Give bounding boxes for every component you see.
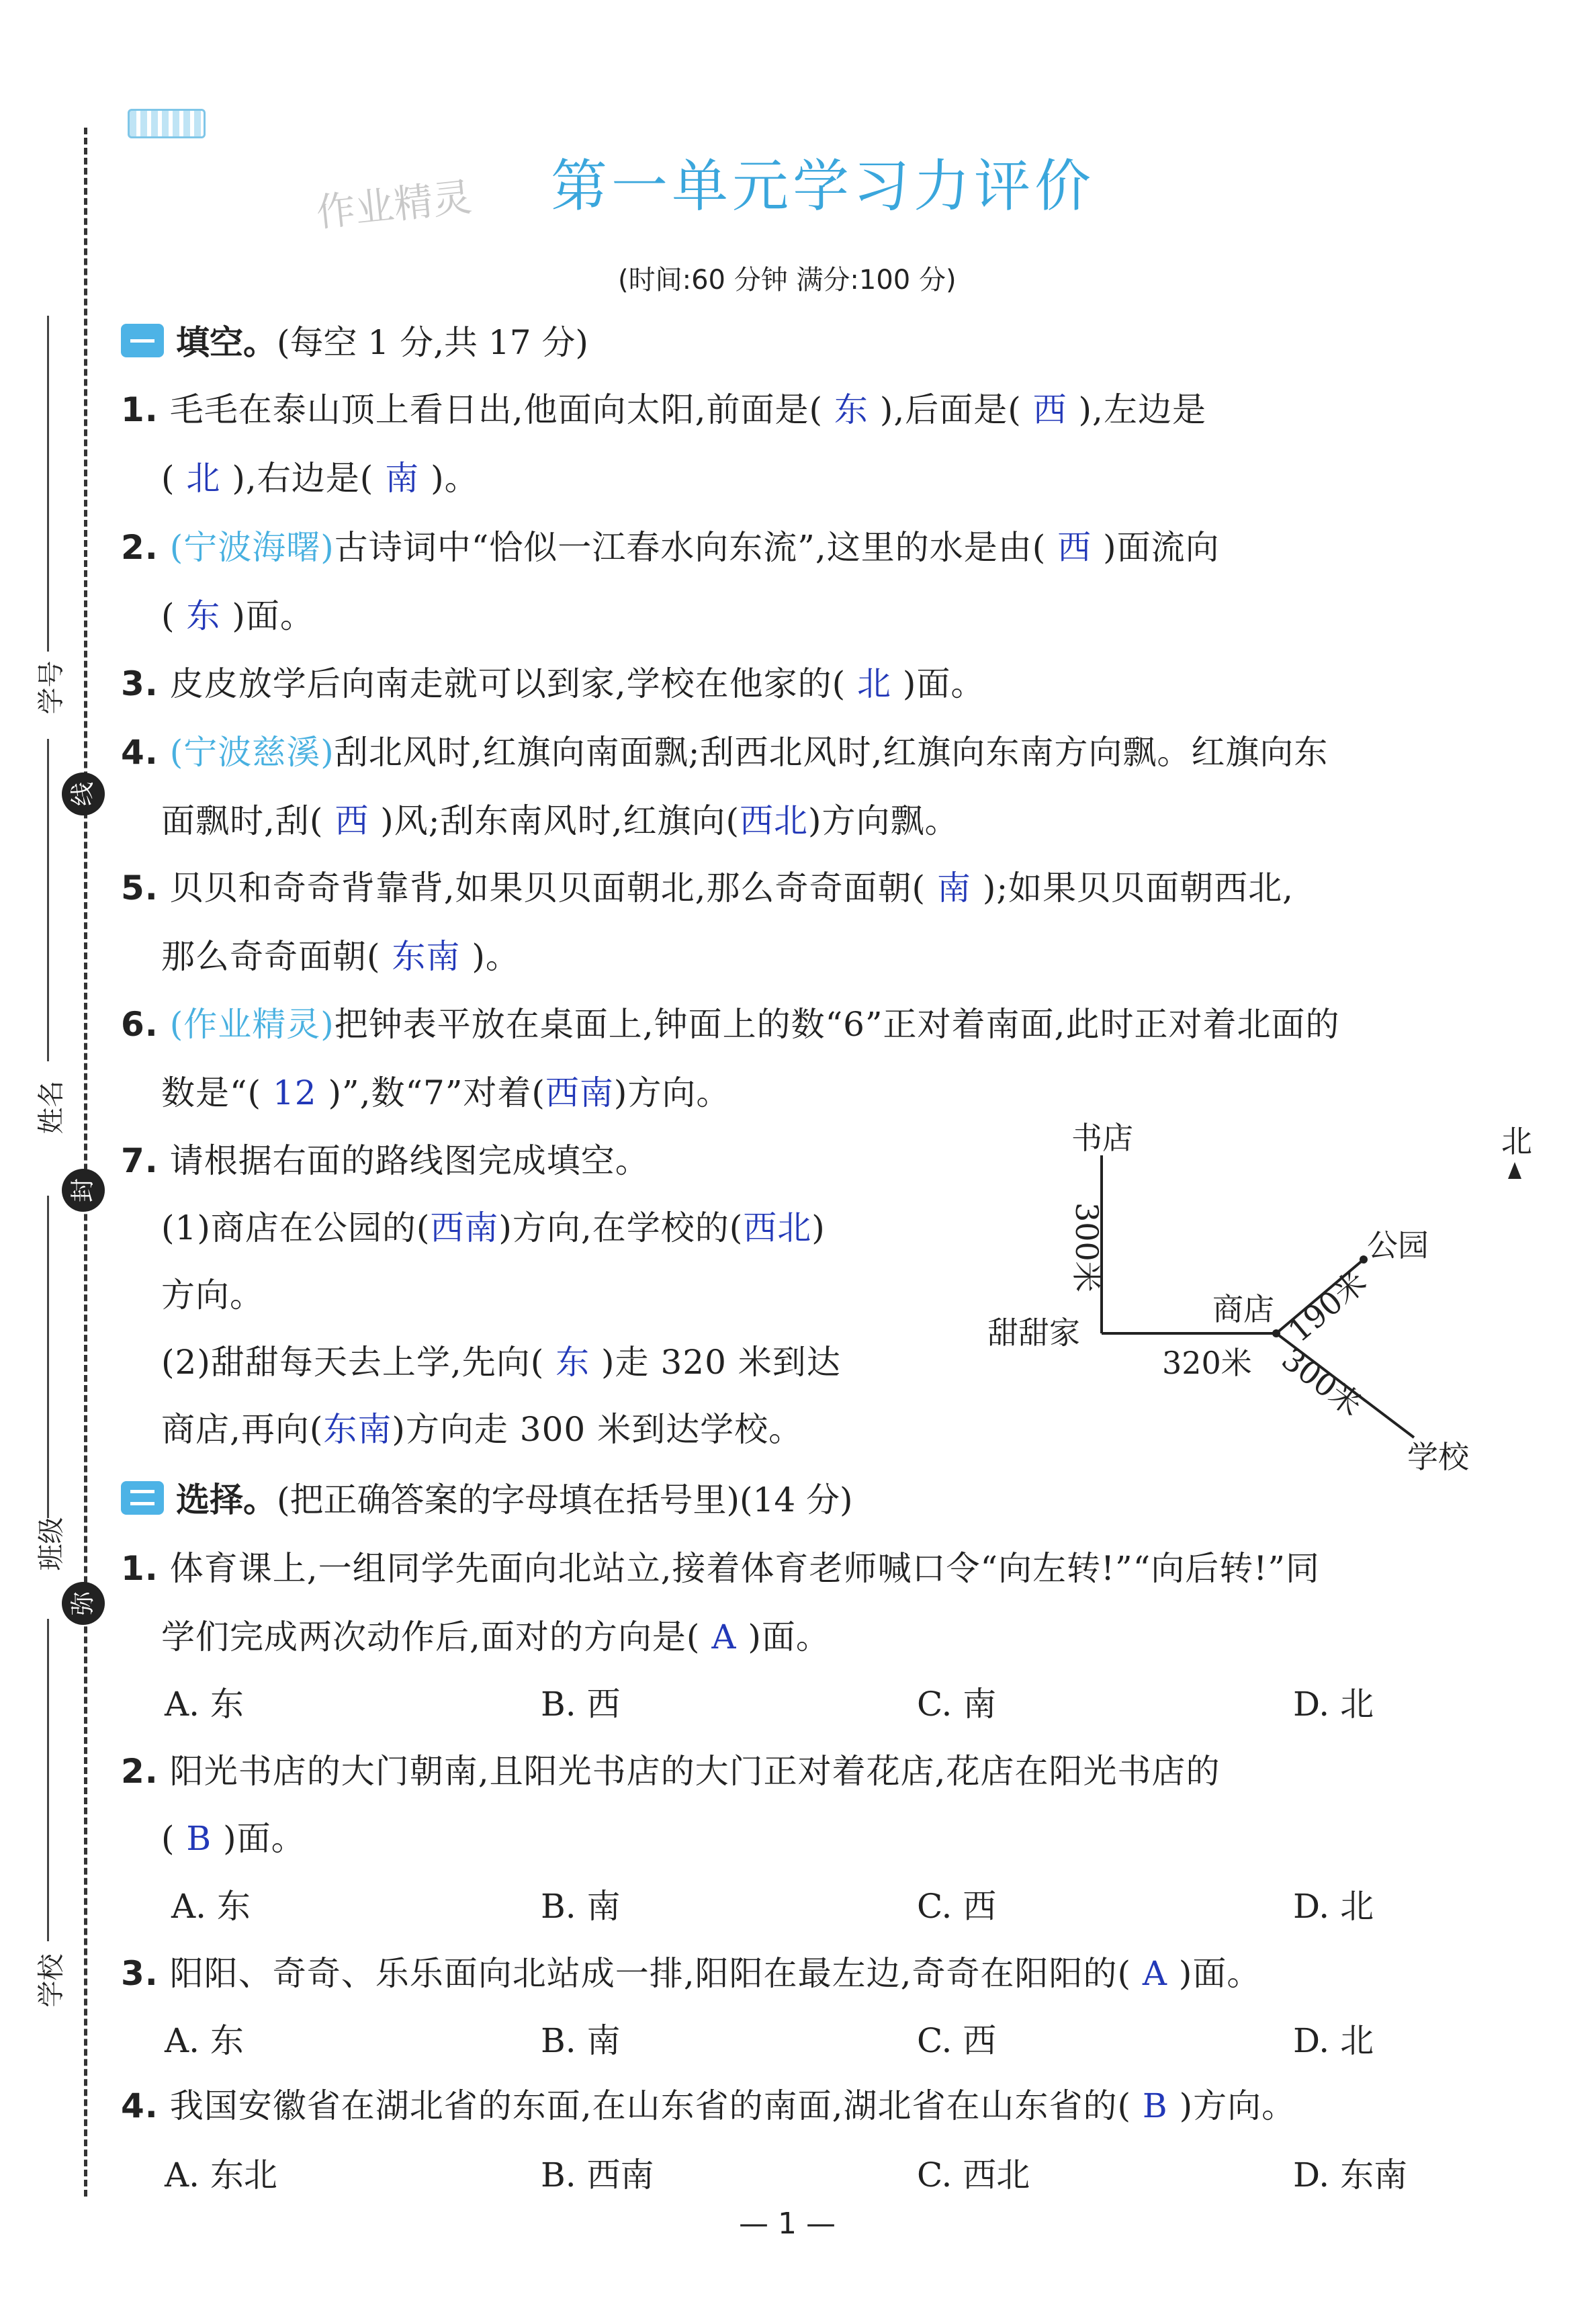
answer: B bbox=[186, 1819, 212, 1858]
fill-q7-part1-line2: 方向。 bbox=[161, 1276, 264, 1315]
answer: 南 bbox=[385, 459, 420, 498]
fill-q4-line1: 4. (宁波慈溪)刮北风时,红旗向南面飘;刮西北风时,红旗向东南方向飘。红旗向东 bbox=[121, 733, 1329, 772]
answer: 西 bbox=[1032, 390, 1067, 429]
circle-line-char: 线 bbox=[62, 772, 105, 815]
route-diagram bbox=[974, 1115, 1545, 1491]
choice-q1-option-c: C. 南 bbox=[917, 1685, 997, 1724]
corner-badge bbox=[128, 109, 206, 138]
fill-q7-line1: 7. 请根据右面的路线图完成填空。 bbox=[121, 1141, 650, 1180]
home-label: 甜甜家 bbox=[987, 1315, 1080, 1351]
choice-q3-option-b: B. 南 bbox=[541, 2021, 621, 2060]
choice-q2-option-a: A. 东 bbox=[171, 1887, 251, 1926]
section-one-note: (每空 1 分,共 17 分) bbox=[277, 323, 588, 362]
fill-q4-line2: 面飘时,刮( 西 )风;刮东南风时,红旗向(西北)方向飘。 bbox=[161, 801, 959, 840]
answer: 东 bbox=[186, 596, 221, 635]
choice-q1-line1: 1. 体育课上,一组同学先面向北站立,接着体育老师喊口令“向左转!”“向后转!”同 bbox=[121, 1549, 1320, 1588]
label-student-id: 学号 bbox=[36, 660, 67, 715]
answer: 西 bbox=[1057, 528, 1092, 567]
choice-q3-line1: 3. 阳阳、奇奇、乐乐面向北站成一排,阳阳在最左边,奇奇在阳阳的( A )面。 bbox=[121, 1954, 1261, 1993]
distance-home-shop: 320米 bbox=[1162, 1345, 1252, 1381]
answer: 北 bbox=[186, 459, 221, 498]
answer: 东南 bbox=[323, 1410, 392, 1449]
choice-q1-option-b: B. 西 bbox=[541, 1685, 621, 1724]
fill-q3-line1: 3. 皮皮放学后向南走就可以到家,学校在他家的( 北 )面。 bbox=[121, 664, 985, 703]
fill-q7-part2-line2: 商店,再向(东南)方向走 300 米到达学校。 bbox=[161, 1410, 803, 1449]
choice-q1-option-d: D. 北 bbox=[1293, 1685, 1374, 1724]
answer: 东 bbox=[834, 390, 869, 429]
margin-rule-school bbox=[47, 1619, 49, 1941]
choice-q4-option-d: D. 东南 bbox=[1293, 2156, 1408, 2195]
choice-q1-option-a: A. 东 bbox=[165, 1685, 244, 1724]
source-tag: (宁波慈溪) bbox=[169, 733, 335, 772]
section-two-title: 选择。 bbox=[176, 1480, 277, 1519]
margin-rule-name bbox=[47, 739, 49, 1061]
section-one-heading bbox=[176, 316, 588, 364]
distance-home-bookstore: 300米 bbox=[1069, 1202, 1105, 1292]
circle-close-char: 弥 bbox=[62, 1582, 105, 1625]
choice-q4-option-c: C. 西北 bbox=[917, 2156, 1030, 2195]
school-label: 学校 bbox=[1407, 1439, 1469, 1475]
fill-q1-line2: ( 北 ),右边是( 南 )。 bbox=[161, 459, 479, 498]
answer: 东 bbox=[556, 1343, 590, 1382]
section-one-title: 填空。 bbox=[176, 323, 277, 362]
answer: 12 bbox=[272, 1073, 317, 1112]
fill-q2-line1: 2. (宁波海曙)古诗词中“恰似一江春水向东流”,这里的水是由( 西 )面流向 bbox=[121, 528, 1220, 567]
page-number: — 1 — bbox=[739, 2207, 836, 2241]
section-two-note: (把正确答案的字母填在括号里)(14 分) bbox=[277, 1480, 853, 1519]
choice-q2-option-b: B. 南 bbox=[541, 1887, 621, 1926]
answer: 北 bbox=[857, 664, 892, 703]
source-tag: (作业精灵) bbox=[169, 1005, 335, 1044]
north-arrow-icon bbox=[1508, 1162, 1521, 1179]
fill-q1-line1: 1. 毛毛在泰山顶上看日出,他面向太阳,前面是( 东 ),后面是( 西 ),左边是 bbox=[121, 390, 1206, 429]
label-class: 班级 bbox=[36, 1517, 67, 1571]
fill-q6-line2: 数是“( 12 )”,数“7”对着(西南)方向。 bbox=[161, 1073, 731, 1112]
shop-label: 商店 bbox=[1212, 1291, 1274, 1327]
fill-q7-part1-line1: (1)商店在公园的(西南)方向,在学校的(西北) bbox=[161, 1208, 826, 1247]
label-school: 学校 bbox=[36, 1953, 67, 2008]
choice-q2-option-d: D. 北 bbox=[1293, 1887, 1374, 1926]
shop-dot bbox=[1272, 1329, 1280, 1337]
choice-q1-line2: 学们完成两次动作后,面对的方向是( A )面。 bbox=[161, 1618, 830, 1656]
binding-dashed-line bbox=[84, 128, 87, 2197]
answer: A bbox=[1142, 1954, 1168, 1993]
answer: 西北 bbox=[743, 1208, 812, 1247]
exam-subtitle: (时间:60 分钟 满分:100 分) bbox=[618, 265, 957, 296]
choice-q2-line2: ( B )面。 bbox=[161, 1819, 306, 1858]
choice-q3-option-a: A. 东 bbox=[165, 2021, 244, 2060]
answer: 西北 bbox=[739, 801, 808, 840]
fill-q6-line1: 6. (作业精灵)把钟表平放在桌面上,钟面上的数“6”正对着南面,此时正对着北面的 bbox=[121, 1005, 1340, 1044]
fill-q7-part2-line1: (2)甜甜每天去上学,先向( 东 )走 320 米到达 bbox=[161, 1343, 841, 1382]
fill-q5-line2: 那么奇奇面朝( 东南 )。 bbox=[161, 937, 520, 976]
bookstore-label: 书店 bbox=[1071, 1120, 1133, 1156]
margin-rule-class bbox=[47, 1196, 49, 1518]
choice-q4-line1: 4. 我国安徽省在湖北省的东面,在山东省的南面,湖北省在山东省的( B )方向。 bbox=[121, 2086, 1296, 2125]
choice-q2-option-c: C. 西 bbox=[917, 1887, 997, 1926]
choice-q2-line1: 2. 阳光书店的大门朝南,且阳光书店的大门正对着花店,花店在阳光书店的 bbox=[121, 1752, 1221, 1791]
fill-q2-line2: ( 东 )面。 bbox=[161, 596, 314, 635]
section-one-badge bbox=[121, 324, 164, 357]
section-two-heading bbox=[176, 1473, 853, 1521]
margin-rule-id bbox=[47, 316, 49, 652]
distance-shop-park: 190米 bbox=[1281, 1264, 1374, 1349]
park-label: 公园 bbox=[1367, 1227, 1429, 1264]
fill-q5-line1: 5. 贝贝和奇奇背靠背,如果贝贝面朝北,那么奇奇面朝( 南 );如果贝贝面朝西北, bbox=[121, 869, 1294, 907]
answer: B bbox=[1142, 2086, 1168, 2125]
choice-q4-option-a: A. 东北 bbox=[165, 2156, 277, 2195]
label-name: 姓名 bbox=[36, 1080, 67, 1135]
answer: 东南 bbox=[392, 937, 461, 976]
watermark: 作业精灵 bbox=[314, 174, 474, 236]
section-two-badge bbox=[121, 1481, 164, 1515]
north-label: 北 bbox=[1501, 1123, 1532, 1159]
circle-seal-char: 封 bbox=[62, 1169, 105, 1212]
answer: 西南 bbox=[430, 1208, 499, 1247]
distance-shop-school: 300米 bbox=[1275, 1340, 1369, 1424]
choice-q3-option-c: C. 西 bbox=[917, 2021, 997, 2060]
answer: 南 bbox=[936, 869, 971, 907]
page-title: 第一单元学习力评价 bbox=[551, 153, 1096, 219]
choice-q4-option-b: B. 西南 bbox=[541, 2156, 654, 2195]
answer: A bbox=[711, 1618, 737, 1656]
answer: 西南 bbox=[545, 1073, 614, 1112]
source-tag: (宁波海曙) bbox=[169, 528, 335, 567]
answer: 西 bbox=[335, 801, 369, 840]
choice-q3-option-d: D. 北 bbox=[1293, 2021, 1374, 2060]
